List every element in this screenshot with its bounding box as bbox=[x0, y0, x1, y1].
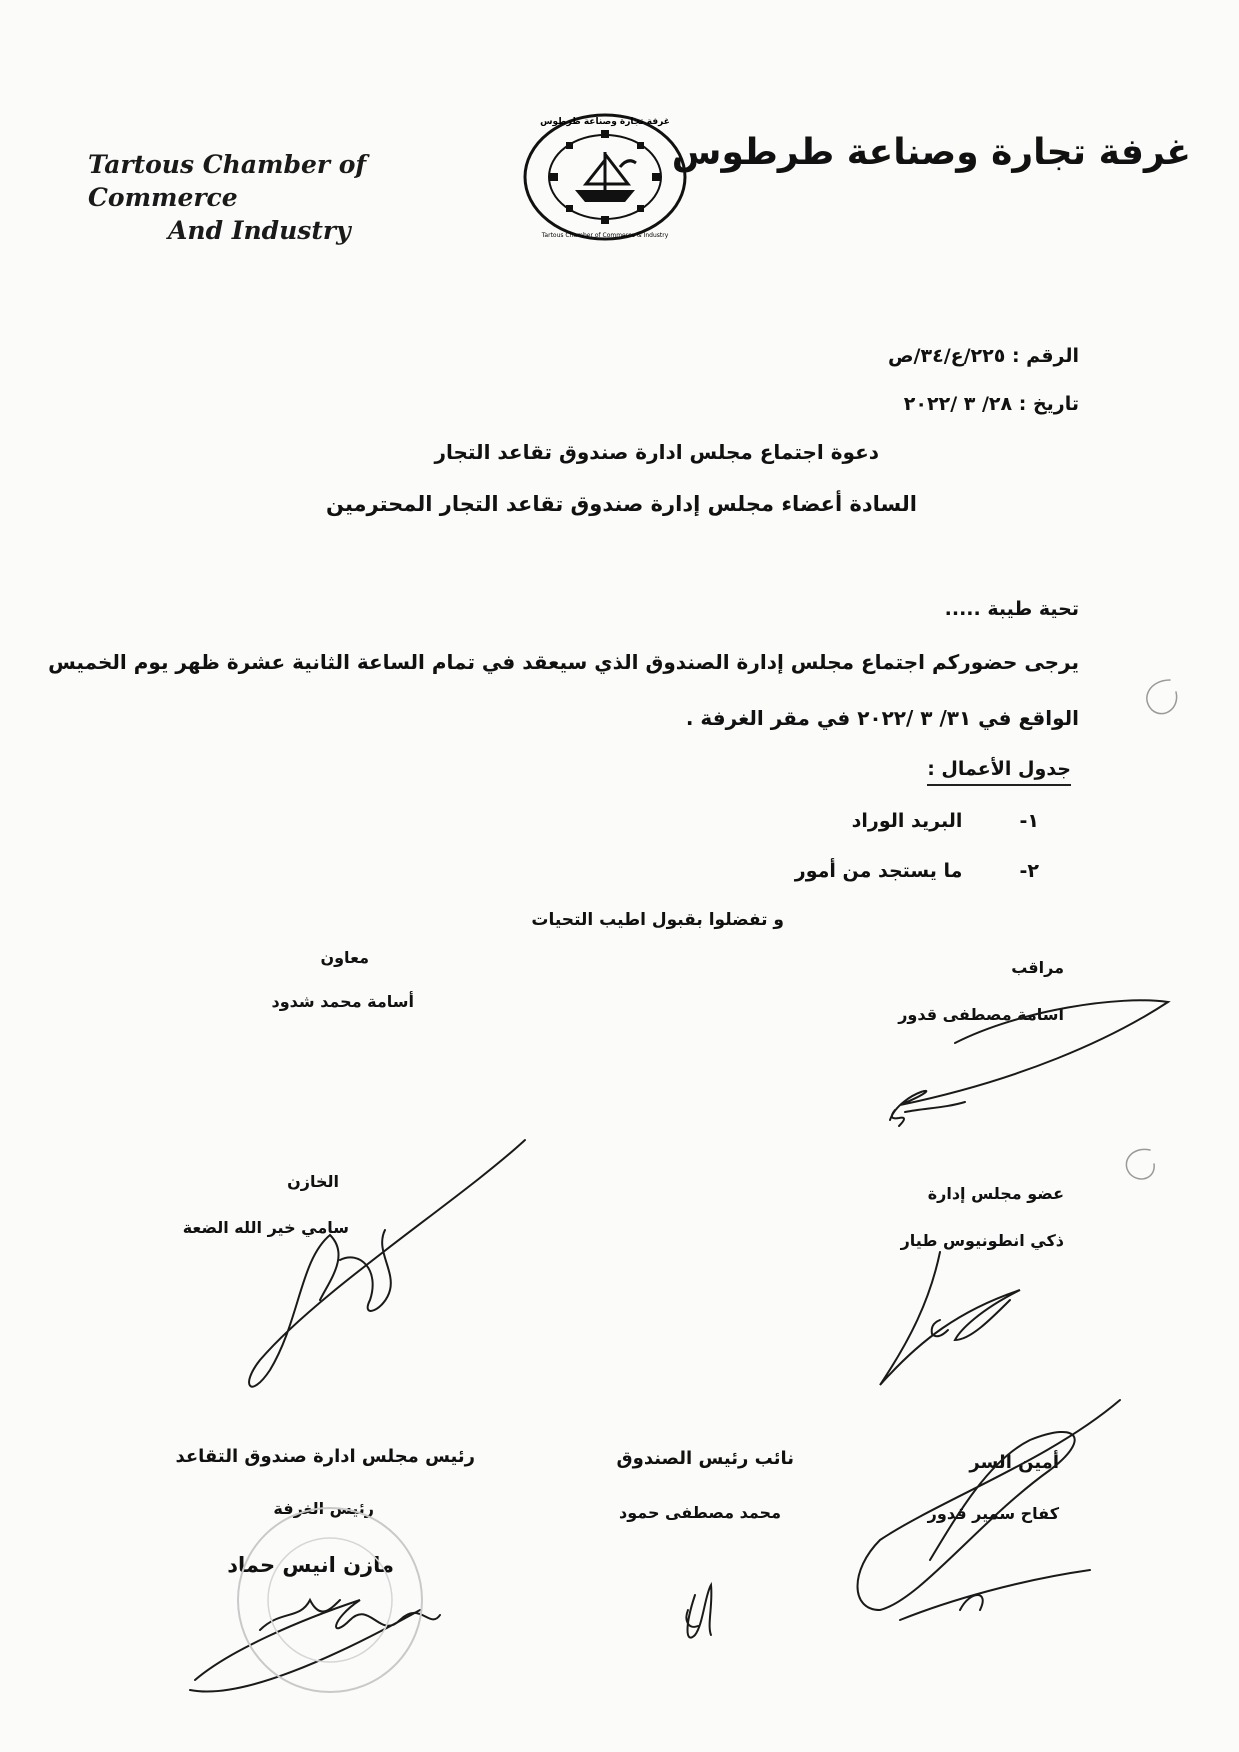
date-value: ٢٨/ ٣ /٢٠٢٢ bbox=[903, 393, 1013, 415]
logo-text-en: Tartous Chamber of Commerce & Industry bbox=[541, 232, 669, 239]
agenda-item bbox=[852, 810, 1039, 832]
body-line-2: الواقع في ٣١/ ٣ /٢٠٢٢ في مقر الغرفة . bbox=[685, 706, 1079, 730]
addressee-line: السادة أعضاء مجلس إدارة صندوق تقاعد التجار المحترمين bbox=[326, 492, 917, 516]
vice-president-title: نائب رئيس الصندوق bbox=[616, 1448, 794, 1469]
president-name: مازن انيس حماد bbox=[227, 1553, 394, 1577]
closing-line: و تفضلوا بقبول اطيب التحيات bbox=[531, 910, 784, 930]
agenda-item-text: ما يستجد من أمور bbox=[794, 860, 963, 882]
board-member-title: عضو مجلس إدارة bbox=[927, 1184, 1064, 1203]
agenda-item-number: ١- bbox=[1019, 810, 1039, 832]
assistant-title: معاون bbox=[320, 948, 369, 967]
agenda-item bbox=[795, 860, 1039, 882]
observer-title: مراقب bbox=[1011, 958, 1064, 977]
invitation-title: دعوة اجتماع مجلس ادارة صندوق تقاعد التجار bbox=[434, 440, 879, 464]
english-name-line2: And Industry bbox=[168, 216, 351, 245]
official-stamp bbox=[238, 1508, 422, 1692]
vice-president-name: محمد مصطفى حمود bbox=[618, 1503, 781, 1522]
body-line-1: يرجى حضوركم اجتماع مجلس إدارة الصندوق الذي سيعقد في تمام الساعة الثانية عشرة ظهر يوم الخميس bbox=[48, 650, 1079, 674]
president-signature bbox=[190, 1600, 440, 1692]
assistant-name: أسامة محمد شدود bbox=[271, 992, 414, 1011]
agenda-item-text: البريد الوراد bbox=[851, 810, 963, 832]
date-label: تاريخ : bbox=[1018, 393, 1079, 415]
reference-line bbox=[888, 345, 1079, 367]
english-letterhead bbox=[88, 148, 508, 247]
agenda-item-number: ٢- bbox=[1019, 860, 1039, 882]
president-subtitle: رئيس الغرفة bbox=[273, 1499, 374, 1518]
treasurer-title: الخازن bbox=[287, 1172, 339, 1191]
vice-president-signature bbox=[686, 1585, 711, 1638]
president-title: رئيس مجلس ادارة صندوق التقاعد bbox=[175, 1446, 475, 1467]
board-member-signature bbox=[880, 1252, 1020, 1385]
board-member-name: ذكي انطونيوس طيار bbox=[900, 1231, 1064, 1250]
secretary-name: كفاح سمير قدور bbox=[927, 1504, 1059, 1523]
date-line bbox=[904, 393, 1079, 415]
treasurer-name: سامي خير الله الضعة bbox=[182, 1218, 349, 1237]
logo-text-ar: غرفة تجارة وصناعة طرطوس bbox=[540, 117, 670, 127]
agenda-heading: جدول الأعمال : bbox=[927, 758, 1071, 786]
chamber-logo bbox=[520, 112, 690, 242]
observer-name: اسامة مصطفى قدور bbox=[898, 1005, 1064, 1024]
secretary-title: أمين السر bbox=[969, 1452, 1059, 1473]
english-name-line1: Tartous Chamber of Commerce bbox=[88, 150, 367, 212]
greeting: تحية طيبة ..... bbox=[944, 598, 1079, 620]
arabic-letterhead: غرفة تجارة وصناعة طرطوس bbox=[671, 132, 1191, 173]
reference-value: ٢٢٥/ع/٣٤/ص bbox=[887, 345, 1006, 367]
reference-label: الرقم : bbox=[1011, 345, 1079, 367]
